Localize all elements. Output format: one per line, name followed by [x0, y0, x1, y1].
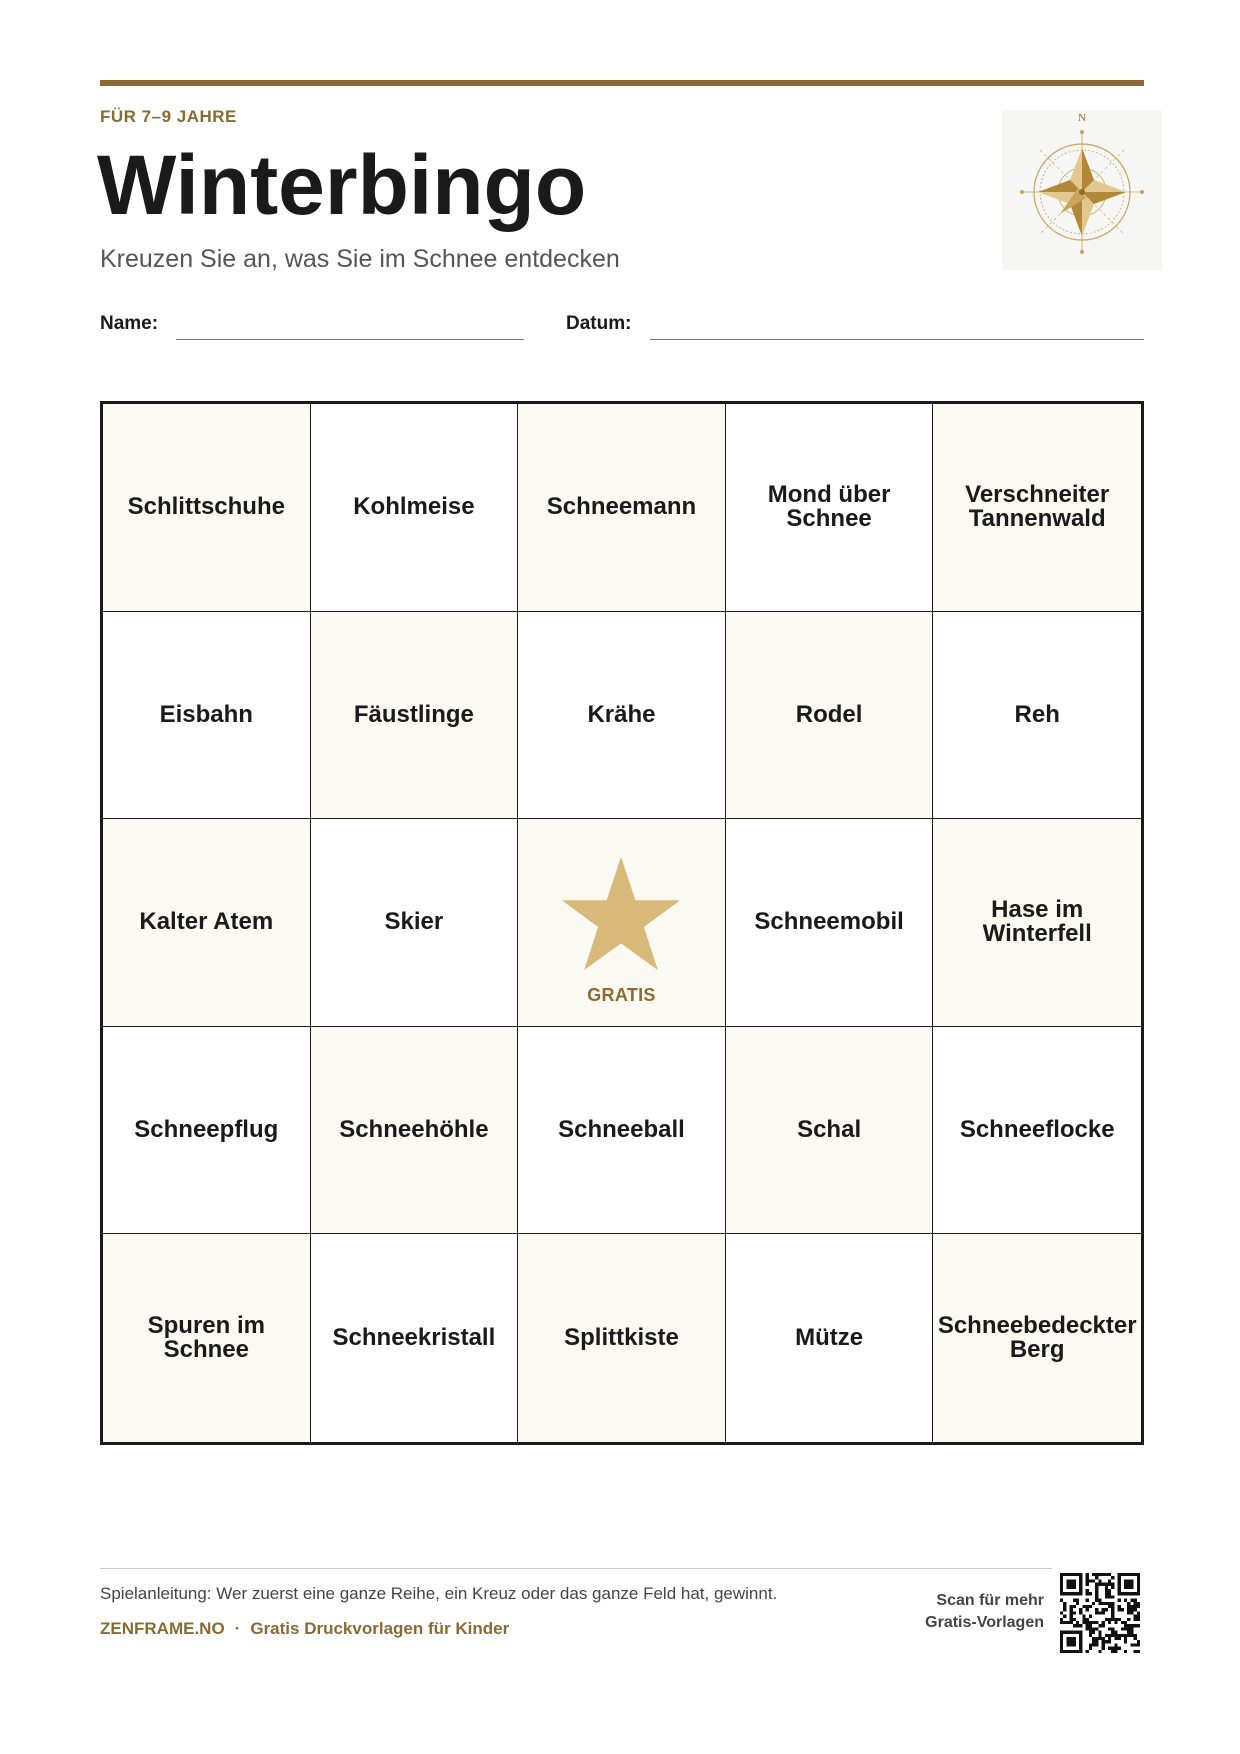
bingo-cell-label: Schneemobil [754, 908, 904, 936]
bingo-cell[interactable] [726, 819, 934, 1027]
bingo-cell-label: Schneebedeckter Berg [937, 1312, 1137, 1364]
bingo-cell[interactable] [726, 1234, 934, 1442]
bingo-grid [100, 401, 1144, 1445]
bingo-cell-label: Schal [797, 1116, 862, 1144]
bingo-cell[interactable] [103, 1027, 311, 1235]
bingo-cell-label: Schneepflug [134, 1116, 279, 1144]
bingo-cell-label: Schneehöhle [339, 1116, 489, 1144]
bingo-cell[interactable] [726, 404, 934, 612]
bingo-cell-label: Verschneiter Tannenwald [965, 481, 1110, 533]
bingo-cell-label: Reh [1014, 700, 1060, 728]
bingo-cell[interactable] [103, 404, 311, 612]
bingo-cell-label: Splittkiste [564, 1324, 679, 1352]
bingo-cell-label: Rodel [795, 700, 863, 728]
bingo-cell[interactable] [726, 1027, 934, 1235]
top-rule [100, 80, 1144, 86]
qr-code-icon[interactable] [1060, 1573, 1140, 1653]
bingo-cell[interactable] [518, 404, 726, 612]
page-subtitle: Kreuzen Sie an, was Sie im Schnee entdecken [100, 245, 620, 273]
bingo-cell[interactable] [933, 1027, 1141, 1235]
free-cell-label: GRATIS [587, 985, 656, 1006]
star-icon [560, 857, 682, 973]
date-label: Datum: [566, 313, 632, 334]
bingo-cell-label: Schneeflocke [959, 1116, 1115, 1144]
compass-rose-icon [1002, 110, 1162, 270]
bingo-cell[interactable] [518, 612, 726, 820]
qr-caption [925, 1590, 1044, 1634]
bingo-cell-label: Spuren im Schnee [147, 1312, 265, 1364]
footer-divider [100, 1568, 1052, 1569]
bingo-cell[interactable] [726, 612, 934, 820]
bingo-cell[interactable] [103, 1234, 311, 1442]
bingo-cell[interactable] [311, 1234, 519, 1442]
date-field[interactable] [650, 339, 1144, 340]
brand-link[interactable]: ZENFRAME.NO [100, 1619, 225, 1638]
brand-line [100, 1619, 509, 1639]
bingo-cell-label: Kohlmeise [353, 493, 475, 521]
bingo-cell-label: Schlittschuhe [127, 493, 285, 521]
bingo-cell[interactable] [103, 819, 311, 1027]
name-label: Name: [100, 313, 159, 334]
bingo-cell[interactable] [933, 404, 1141, 612]
bingo-cell[interactable] [518, 1027, 726, 1235]
bingo-cell[interactable] [311, 612, 519, 820]
bingo-cell-label: Hase im Winterfell [982, 896, 1092, 948]
bingo-cell-label: Mütze [795, 1324, 864, 1352]
name-field[interactable] [176, 339, 524, 340]
bingo-cell-label: Skier [384, 908, 444, 936]
page-title: Winterbingo [97, 138, 587, 232]
bingo-cell-label: Mond über Schnee [767, 481, 891, 533]
compass-north-letter: N [1078, 112, 1086, 124]
bingo-cell-label: Schneeball [558, 1116, 685, 1144]
bingo-cell[interactable] [933, 819, 1141, 1027]
bingo-cell[interactable] [933, 612, 1141, 820]
bingo-cell[interactable] [311, 1027, 519, 1235]
qr-caption-line2: Gratis-Vorlagen [925, 1614, 1044, 1631]
bingo-cell-label: Schneemann [546, 493, 697, 521]
bingo-cell-label: Schneekristall [332, 1324, 496, 1352]
bingo-cell-label: Krähe [587, 700, 656, 728]
bingo-cell[interactable] [518, 1234, 726, 1442]
game-instructions: Spielanleitung: Wer zuerst eine ganze Reihe, ein Kreuz oder das ganze Feld hat, gewinnt. [100, 1584, 778, 1603]
bingo-cell-free[interactable] [518, 819, 726, 1027]
bingo-cell-label: Fäustlinge [353, 700, 474, 728]
qr-caption-line1: Scan für mehr [936, 1592, 1044, 1609]
bingo-cell[interactable] [311, 404, 519, 612]
bingo-cell[interactable] [311, 819, 519, 1027]
brand-tagline: Gratis Druckvorlagen für Kinder [250, 1619, 510, 1638]
age-label: FÜR 7–9 JAHRE [100, 107, 237, 126]
bingo-cell[interactable] [103, 612, 311, 820]
bingo-cell-label: Kalter Atem [139, 908, 274, 936]
bingo-cell[interactable] [933, 1234, 1141, 1442]
brand-separator: · [234, 1619, 241, 1638]
bingo-cell-label: Eisbahn [159, 700, 253, 728]
